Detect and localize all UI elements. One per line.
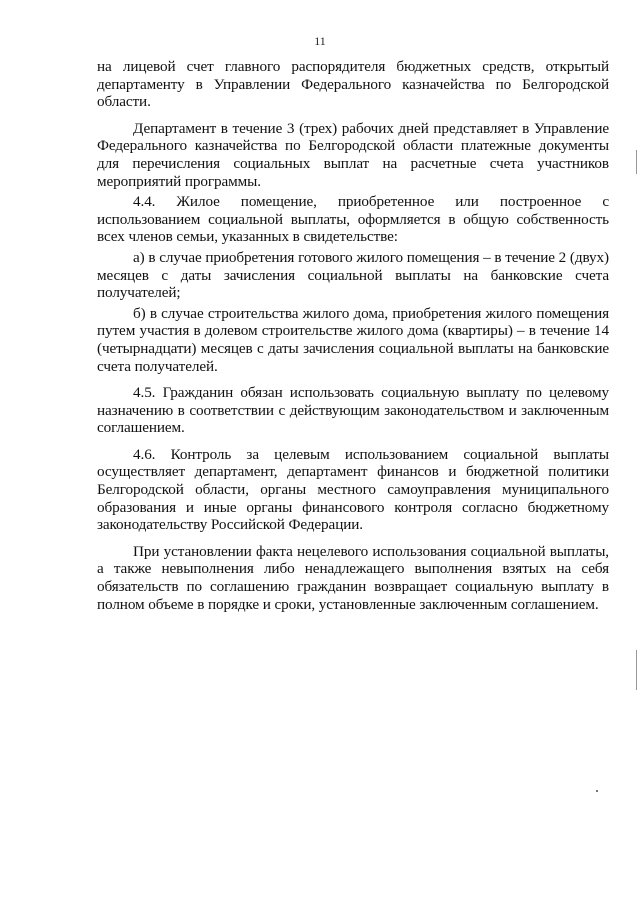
paragraph-4-4-b: б) в случае строительства жилого дома, приобретения жилого помещения путем участия в долевом строительстве жилого дома (квартиры) – в течение 14 (четырнадцати) месяцев с даты зачисления социальной выплаты на банковские счета получателей. [97,304,609,375]
paragraph-continuation: на лицевой счет главного распорядителя бюджетных средств, открытый департаменту в Управлении Федерального казначейства по Белгородской области. [97,58,609,111]
paragraph-4-4-a: а) в случае приобретения готового жилого помещения – в течение 2 (двух) месяцев с даты зачисления социальной выплаты на банковские счета получателей; [97,248,609,302]
page-number: 11 [314,34,326,48]
scan-speck [596,790,598,792]
paragraph-4-4: 4.4. Жилое помещение, приобретенное или построенное с использованием социальной выплаты, оформляется в общую собственность всех членов семьи, указанных в свидетельстве: [97,193,609,246]
paragraph-4-6: 4.6. Контроль за целевым использованием социальной выплаты осуществляет департамент, департамент финансов и бюджетной политики Белгородской области, органы местного самоуправления муниципального образования и иные органы финансового контроля согласно бюджетному законодательству Российской Федерации. [97,445,609,534]
scan-edge-mark [636,150,637,174]
paragraph-misuse: При установлении факта нецелевого использования социальной выплаты, а также невыполнения либо ненадлежащего выполнения взятых на себя обязательств по соглашению гражданин возвращает социальную выплату в полном объеме в порядке и сроки, установленные заключенным соглашением. [97,542,609,613]
paragraph-4-5: 4.5. Гражданин обязан использовать социальную выплату по целевому назначению в соответствии с действующим законодательством и заключенным соглашением. [97,384,609,437]
paragraph-treasury-documents: Департамент в течение 3 (трех) рабочих дней представляет в Управление Федерального казначейства по Белгородской области платежные документы для перечисления социальных выплат на расчетные счета участников мероприятий программы. [97,119,609,190]
scan-edge-mark [636,650,637,690]
document-body [97,58,609,613]
